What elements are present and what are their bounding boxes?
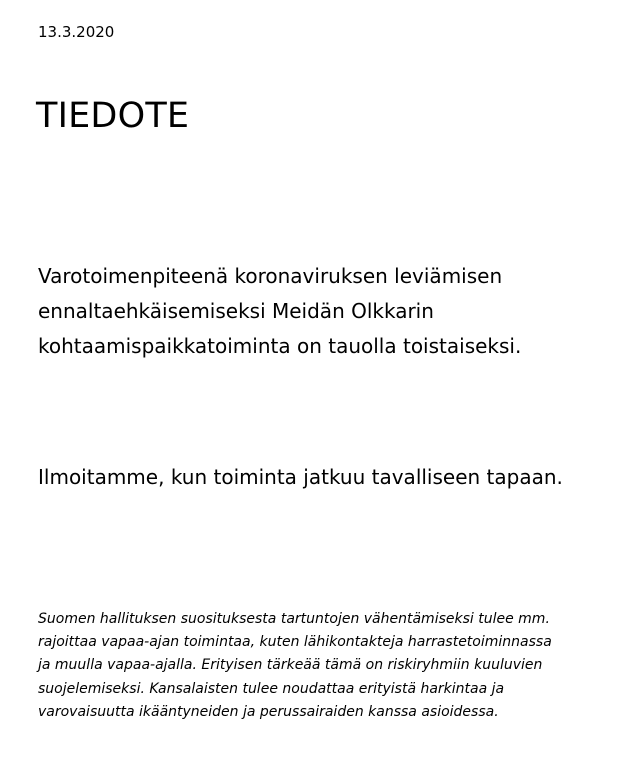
notice-text: Ilmoitamme, kun toiminta jatkuu tavalliseen tapaan. <box>38 465 563 489</box>
document-date: 13.3.2020 <box>38 23 115 41</box>
paragraph-line: Varotoimenpiteenä koronaviruksen leviämisen <box>38 264 503 288</box>
note-line: varovaisuutta ikääntyneiden ja perussairaiden kanssa asioidessa. <box>38 703 499 720</box>
announcement-paragraph <box>38 259 628 364</box>
paragraph-line: ennaltaehkäisemiseksi Meidän Olkkarin <box>38 299 434 323</box>
note-line: rajoittaa vapaa-ajan toimintaa, kuten lähikontakteja harrastetoiminnassa <box>38 634 552 651</box>
government-note <box>38 608 628 724</box>
note-line: ja muulla vapaa-ajalla. Erityisen tärkeää tämä on riskiryhmiin kuuluvien <box>38 657 543 674</box>
paragraph-line: kohtaamispaikkatoiminta on tauolla toistaiseksi. <box>38 334 522 358</box>
note-line: suojelemiseksi. Kansalaisten tulee noudattaa erityistä harkintaa ja <box>38 680 505 697</box>
document-title: TIEDOTE <box>36 96 190 136</box>
note-line: Suomen hallituksen suosituksesta tartuntojen vähentämiseksi tulee mm. <box>38 611 550 627</box>
